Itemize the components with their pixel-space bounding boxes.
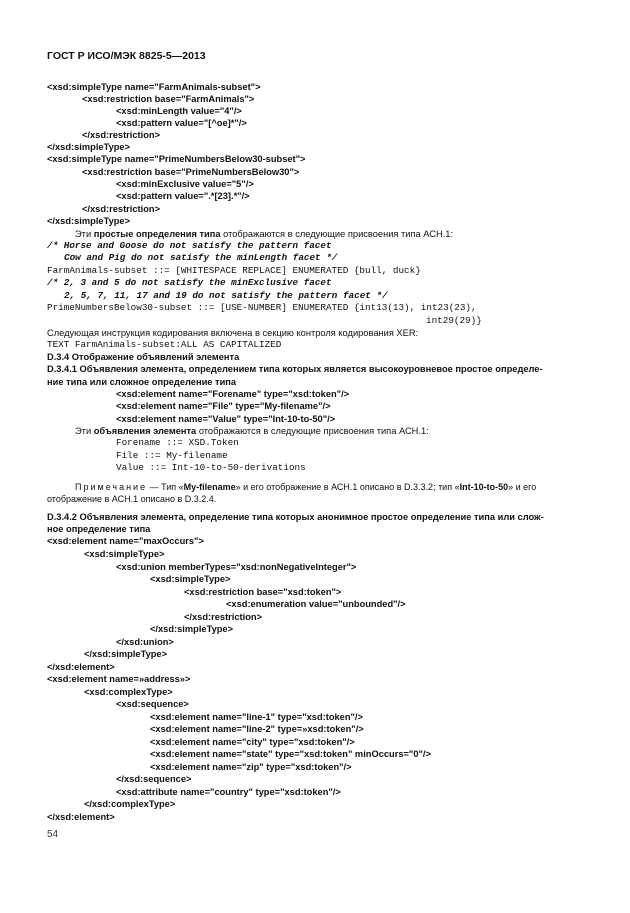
code-line: <xsd:element name="state" type="xsd:token" minOccurs="0"/>	[150, 749, 431, 759]
code-line: <xsd:restriction base="FarmAnimals">	[82, 94, 255, 104]
code-line: <xsd:minLength value="4"/>	[116, 106, 242, 116]
note: Примечание — Тип «My-filename» и его отображение в АСН.1 описано в D.3.3.2; тип «Int-10-to-50» и его	[75, 482, 537, 492]
code-line: <xsd:element name="line-2" type=»xsd:token"/>	[150, 724, 364, 734]
code-line: </xsd:union>	[116, 637, 174, 647]
code-line: <xsd:pattern value=".*[23].*"/>	[116, 191, 250, 201]
code-line: <xsd:element name="line-1" type="xsd:token"/>	[150, 712, 363, 722]
section-heading: D.3.4.2 Объявления элемента, определение типа которых анонимное простое определение типа или слож-	[47, 512, 544, 522]
code-line: </xsd:restriction>	[82, 130, 161, 140]
code-line: <xsd:complexType>	[84, 687, 173, 697]
code-line: <xsd:element name="Value" type="Int-10-to-50"/>	[116, 414, 336, 424]
code-line: Forename ::= XSD.Token	[116, 437, 239, 448]
code-line: </xsd:simpleType>	[84, 649, 168, 659]
note-continuation: отображение в АСН.1 описано в D.3.2.4.	[47, 494, 217, 504]
code-line: </xsd:complexType>	[84, 799, 176, 809]
code-line: </xsd:element>	[47, 662, 115, 672]
code-line: </xsd:restriction>	[184, 612, 263, 622]
code-comment: /* Horse and Goose do not satisfy the pattern facet	[47, 240, 332, 251]
page-number: 54	[47, 829, 59, 840]
code-line: <xsd:attribute name="country" type="xsd:token"/>	[116, 787, 341, 797]
code-line: FarmAnimals-subset ::= [WHITESPACE REPLACE] ENUMERATED {bull, duck}	[47, 265, 421, 276]
code-line: <xsd:minExclusive value="5"/>	[116, 179, 254, 189]
code-line: int29(29)}	[426, 315, 482, 326]
code-line: <xsd:element name="File" type="My-filename"/>	[116, 401, 331, 411]
code-line: PrimeNumbersBelow30-subset ::= [USE-NUMBER] ENUMERATED {int13(13), int23(23),	[47, 302, 477, 313]
code-line: </xsd:simpleType>	[150, 624, 234, 634]
code-line: <xsd:pattern value="[^oe]*"/>	[116, 118, 247, 128]
code-comment: 2, 5, 7, 11, 17 and 19 do not satisfy the pattern facet */	[64, 290, 388, 301]
code-line: <xsd:sequence>	[116, 699, 189, 709]
code-line: <xsd:simpleType name="FarmAnimals-subset">	[47, 82, 261, 92]
code-line: <xsd:element name="zip" type="xsd:token"/>	[150, 762, 352, 772]
paragraph: Эти простые определения типа отображаются в следующие присвоения типа АСН.1:	[75, 229, 454, 239]
section-heading: D.3.4 Отображение объявлений элемента	[47, 352, 240, 362]
code-line: </xsd:element>	[47, 812, 115, 822]
code-line: </xsd:simpleType>	[47, 216, 131, 226]
code-line: TEXT FarmAnimals-subset:ALL AS CAPITALIZED	[47, 339, 282, 350]
code-line: <xsd:restriction base="PrimeNumbersBelow30">	[82, 167, 300, 177]
code-line: <xsd:simpleType>	[84, 549, 165, 559]
code-line: <xsd:element name=»address»>	[47, 674, 191, 684]
code-line: <xsd:element name="maxOccurs">	[47, 536, 204, 546]
paragraph: Эти объявления элемента отображаются в следующие присвоения типа АСН.1:	[75, 426, 429, 436]
code-line: <xsd:enumeration value="unbounded"/>	[226, 599, 406, 609]
document-header: ГОСТ Р ИСО/МЭК 8825-5—2013	[47, 50, 206, 62]
code-line: </xsd:sequence>	[116, 774, 192, 784]
section-heading: D.3.4.1 Объявления элемента, определением типа которых является высокоуровневое простое определе-	[47, 364, 543, 374]
section-heading: ное определение типа	[47, 524, 151, 534]
paragraph: Следующая инструкция кодирования включена в секцию контроля кодирования XER:	[47, 328, 419, 338]
code-line: <xsd:union memberTypes="xsd:nonNegativeInteger">	[116, 562, 357, 572]
code-line: <xsd:element name="Forename" type="xsd:token"/>	[116, 389, 350, 399]
code-line: Value ::= Int-10-to-50-derivations	[116, 462, 306, 473]
code-line: File ::= My-filename	[116, 450, 228, 461]
code-line: <xsd:simpleType name="PrimeNumbersBelow30-subset">	[47, 154, 306, 164]
code-line: <xsd:simpleType>	[150, 574, 231, 584]
code-comment: /* 2, 3 and 5 do not satisfy the minExclusive facet	[47, 277, 332, 288]
code-comment: Cow and Pig do not satisfy the minLength facet */	[64, 252, 338, 263]
code-line: <xsd:element name="city" type="xsd:token"/>	[150, 737, 355, 747]
code-line: </xsd:simpleType>	[47, 142, 131, 152]
code-line: </xsd:restriction>	[82, 204, 161, 214]
section-heading: ние типа или сложное определение типа	[47, 377, 237, 387]
code-line: <xsd:restriction base="xsd:token">	[184, 587, 342, 597]
